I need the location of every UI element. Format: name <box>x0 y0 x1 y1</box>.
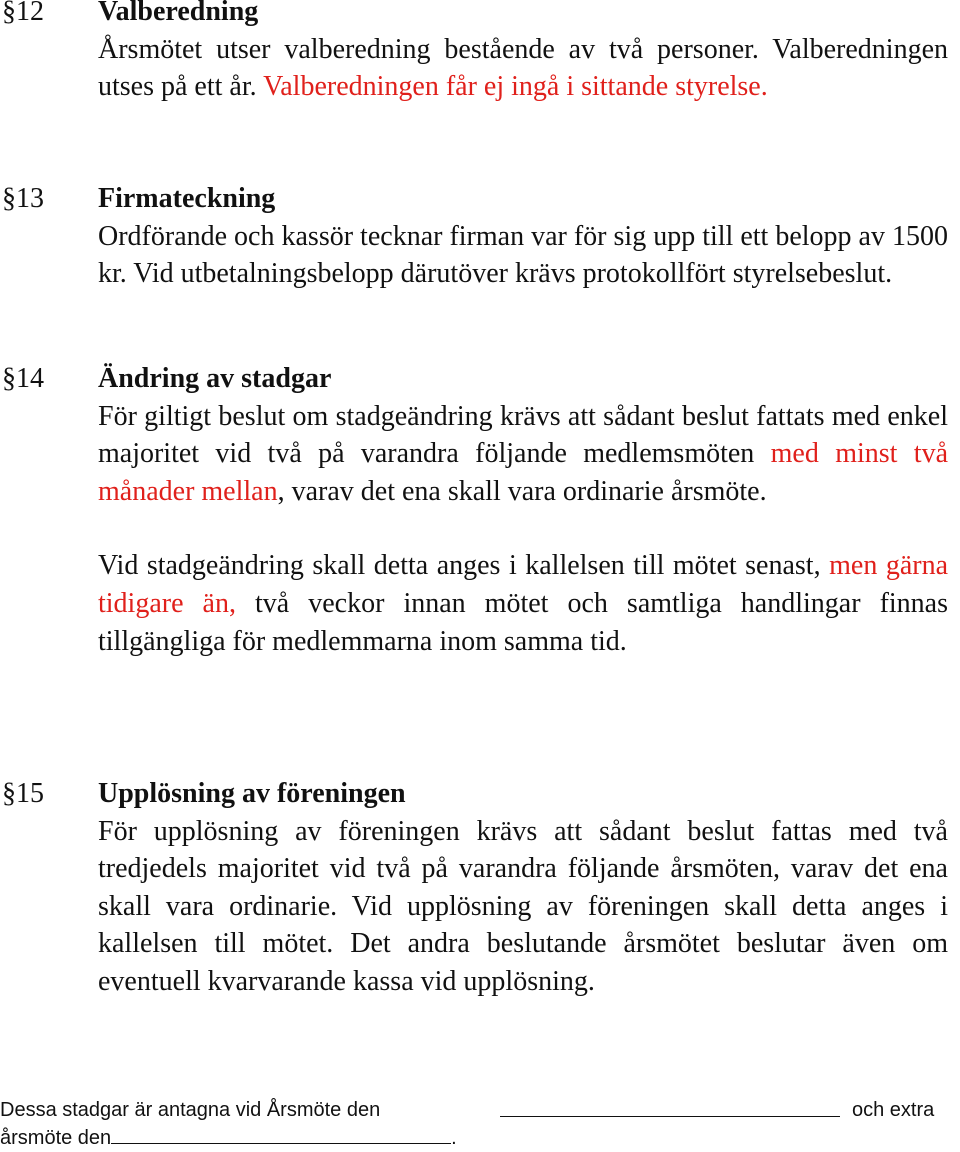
red-text-run: men gärna tidigare än, <box>98 550 949 619</box>
section-text: Ordförande och kassör tecknar firman var för sig upp till ett belopp av 1500 kr. Vid utbetalningsbelopp därutöver krävs protokollfört styrelsebeslut. <box>98 220 948 290</box>
text-run: Årsmötet utser valberedning bestående av två personer. Valberedningen utses på ett år. <box>98 33 948 103</box>
paragraph-gap <box>98 510 948 547</box>
section-heading: Ändring av stadgar <box>98 363 332 394</box>
section-heading: Firmateckning <box>98 183 276 214</box>
text-run: , varav det ena skall vara ordinarie årsmöte. <box>277 475 767 507</box>
red-text-run: med minst två månader mellan <box>98 438 948 507</box>
section-body <box>98 180 948 293</box>
section-number: §15 <box>2 778 44 809</box>
section-body <box>98 0 948 106</box>
date-blank-line-1 <box>500 1098 840 1117</box>
section-text: För upplösning av föreningen krävs att sådant beslut fattas med två tredjedels majoritet vid två på varandra följande årsmöten, varav det ena skall vara ordinarie. Vid upplösning av föreningen skall detta anges i kallelsen till mötet. Det andra beslutande årsmötet beslutar även om eventuell kvarvarande kassa vid upplösning. <box>98 815 948 997</box>
footer-text: och extra <box>852 1099 935 1121</box>
section-number: §13 <box>2 183 44 214</box>
text-run: Vid stadgeändring skall detta anges i kallelsen till mötet senast, <box>98 550 830 582</box>
footer-text: . <box>451 1127 457 1149</box>
section-paragraph-1 <box>98 398 948 511</box>
footer-text: Dessa stadgar är antagna vid Årsmöte den <box>0 1099 381 1121</box>
section-body <box>98 775 948 1001</box>
section-text <box>98 31 948 106</box>
section-body <box>98 360 948 660</box>
section-number: §14 <box>2 363 44 394</box>
date-blank-line-2 <box>111 1125 451 1144</box>
text-run: För giltigt beslut om stadgeändring krävs att sådant beslut fattats med enkel majoritet vid två på varandra följande medlemsmöten <box>98 400 948 470</box>
section-heading: Upplösning av föreningen <box>98 778 406 809</box>
text-run: två veckor innan mötet och samtliga handlingar finnas tillgängliga för medlemmarna inom samma tid. <box>98 587 949 657</box>
section-number: §12 <box>2 0 44 27</box>
section-paragraph-2 <box>98 547 948 660</box>
section-heading: Valberedning <box>98 0 259 27</box>
red-text-run: Valberedningen får ej ingå i sittande styrelse. <box>263 71 768 103</box>
footer-text: årsmöte den <box>0 1127 112 1149</box>
footer-line-2 <box>0 1124 457 1152</box>
